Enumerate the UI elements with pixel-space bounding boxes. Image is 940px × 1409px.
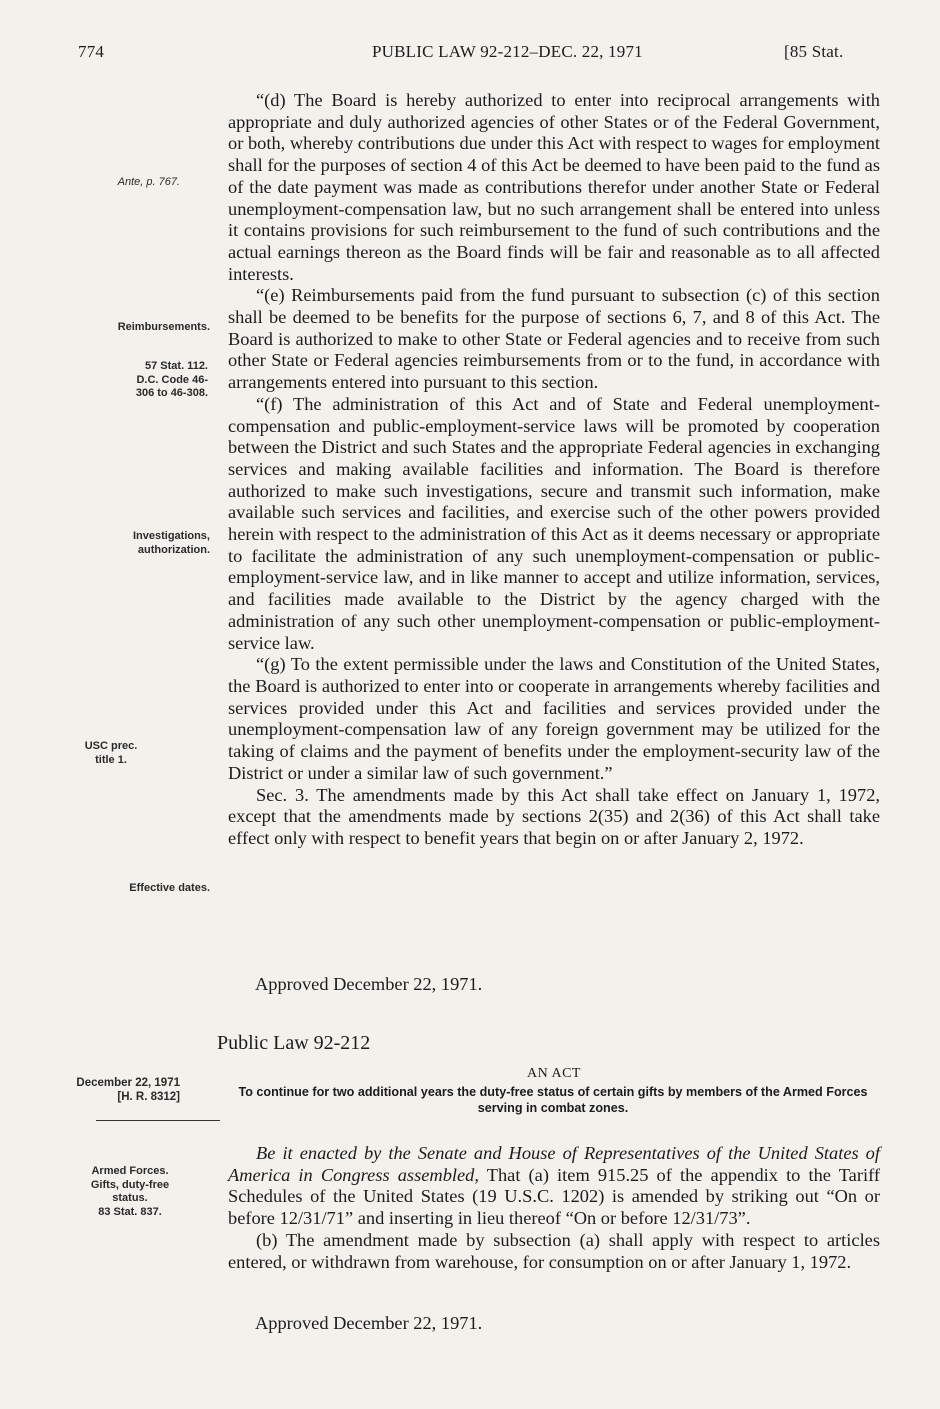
an-act-heading: AN ACT [527,1066,581,1081]
paragraph-e: “(e) Reimbursements paid from the fund pursuant to subsection (c) of this section shall be deemed to be benefits for the purpose of sections 6, 7, and 8 of this Act. The Board is authorized to make to other State or Federal agencies and to receive from such other State or Federal agencies reimbursements from or to the fund, in accordance with arrangements entered into pursuant to this section. [228,285,880,393]
margin-note-usc: USC prec. title 1. [84,740,138,766]
paragraph-b: (b) The amendment made by subsection (a) shall apply with respect to articles entered, or withdrawn from warehouse, for consumption on or after January 1, 1972. [228,1229,880,1272]
stat-reference: [85 Stat. [784,42,844,61]
margin-note-date-bill: December 22, 1971 [H. R. 8312] [76,1077,180,1103]
margin-note-ante: Ante, p. 767. [117,176,180,188]
margin-note-stat-112: 57 Stat. 112. D.C. Code 46- 306 to 46-308. [135,360,208,399]
margin-rule [96,1120,220,1121]
running-head: PUBLIC LAW 92-212–DEC. 22, 1971 [372,42,643,61]
paragraph-f: “(f) The administration of this Act and of State and Federal unemployment-compensation and public-employment-service laws will be promoted by cooperation between the District and such States and the appropriate Federal agencies in exchanging services and making available facilities and information. The Board is therefore authorized to make such investigations, secure and transmit such information, make available such services and facilities, and exercise such of the other powers provided herein with respect to the administration of this Act as it deems necessary or appropriate to facilitate the administration of any such unemployment-compensation or public-employment-service law, and in like manner to accept and utilize information, services, and facilities made available to the District by the agency charged with the administration of any such other unemployment-compensation or public-employment-service law. [228,393,880,653]
page-number: 774 [78,42,105,61]
approved-line-1: Approved December 22, 1971. [255,974,483,994]
margin-note-armed-forces: Armed Forces. Gifts, duty-free status. 83 Stat. 837. [90,1165,170,1218]
enacting-rest: That (a) item 915.25 of the appendix to the Tariff Schedules of the United States (19 U.S.C. 1202) is amended by striking out “On or before 12/31/71” and inserting in lieu thereof “On or before 12/31/73”. [228,1164,880,1229]
margin-note-investigations: Investigations, authorization. [132,530,210,556]
body-text [228,90,880,850]
approved-line-2: Approved December 22, 1971. [255,1313,483,1333]
margin-note-reimbursements: Reimbursements. [117,321,210,333]
enacting-italic: Be it enacted by the Senate and House of Representatives of the United States of America in Congress assembled, [228,1143,880,1185]
margin-note-effective-dates: Effective dates. [129,882,210,894]
public-law-heading: Public Law 92-212 [217,1032,371,1054]
paragraph-d: “(d) The Board is hereby authorized to enter into reciprocal arrangements with appropriate and duly authorized agencies of other States or of the Federal Government, or both, whereby contributions due under this Act with respect to wages for employment shall for the purposes of section 4 of this Act be deemed to have been paid to the fund as of the date payment was made as contributions therefor under another State or Federal unemployment-compensation law, but no such arrangement shall be entered into unless it contains provisions for such reimbursement to the fund of such contributions and the actual earnings thereon as the Board finds will be fair and reasonable as to all affected interests. [228,90,880,284]
paragraph-g: “(g) To the extent permissible under the laws and Constitution of the United States, the Board is authorized to enter into or cooperate in arrangements whereby facilities and services provided under this Act and facilities and services provided under the unemployment-compensation law of any foreign government may be utilized for the taking of claims and the payment of benefits under the employment-security law of the District or under a similar law of such government.” [228,654,880,783]
enacting-body [228,1143,880,1273]
act-purpose: To continue for two additional years the duty-free status of certain gifts by members of the Armed Forces serving in combat zones. [238,1085,868,1115]
enacting-clause [228,1143,880,1230]
paragraph-sec3: Sec. 3. The amendments made by this Act shall take effect on January 1, 1972, except that the amendments made by sections 2(35) and 2(36) of this Act shall take effect only with respect to benefit years that begin on or after January 2, 1972. [228,784,880,848]
